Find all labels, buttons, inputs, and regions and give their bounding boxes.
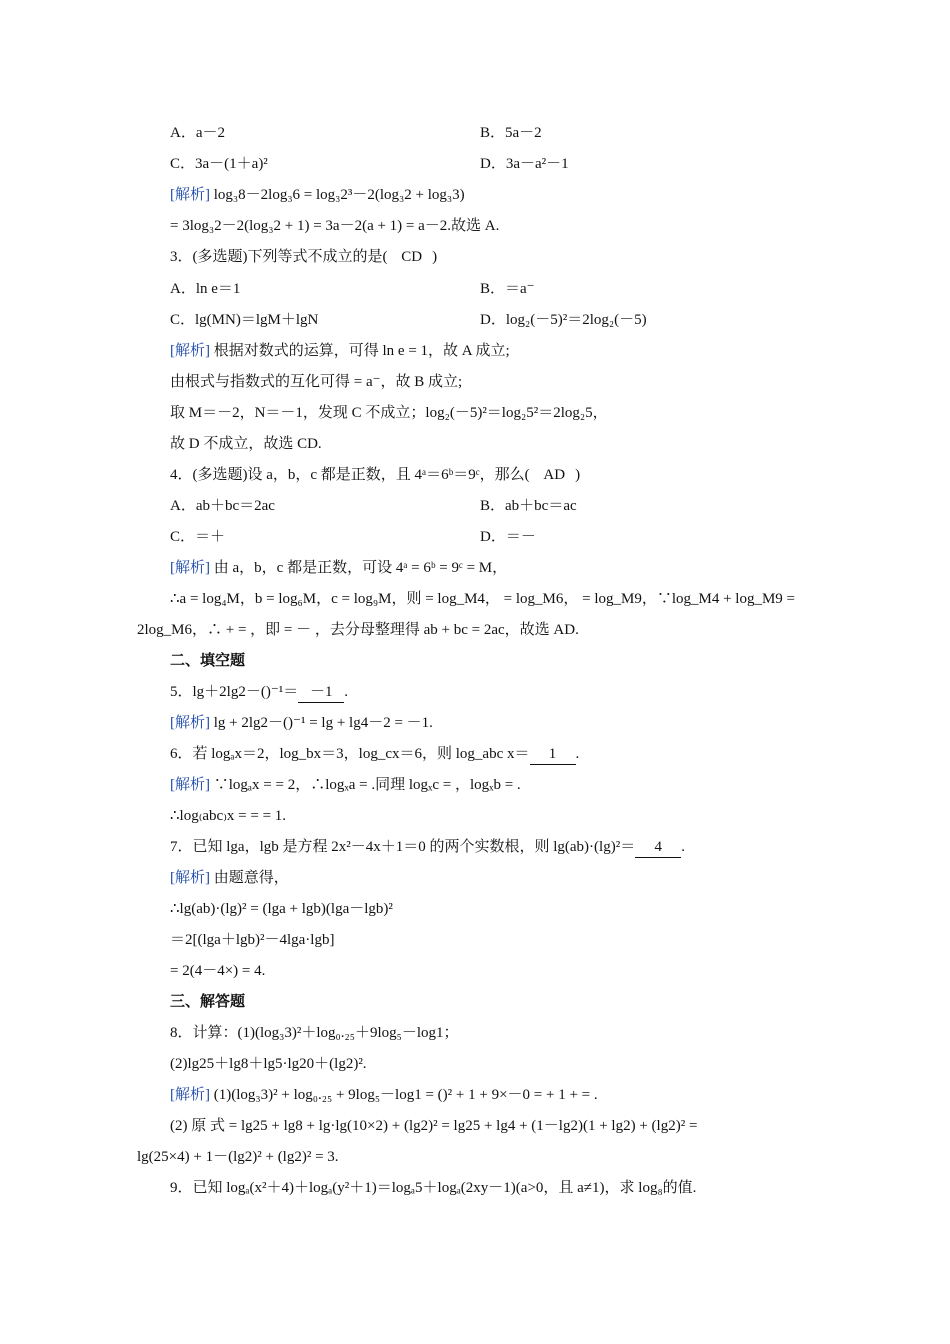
text-line: = 2(4－4×) = 4.: [170, 963, 266, 979]
analysis-text: 由 a，b，c 都是正数，可设 4ᵃ = 6ᵇ = 9ᶜ = M，: [210, 560, 508, 576]
option-b: B．ab＋bc＝ac: [480, 498, 577, 514]
question-4: [170, 465, 580, 485]
text-line: = 3log₃2－2(log₃2 + 1) = 3a－2(a + 1) = a－2.故选 A.: [170, 218, 500, 234]
option-a: A．ab＋bc＝2ac: [170, 498, 275, 514]
option-b: B．5a－2: [480, 125, 542, 141]
option-d: D．＝－: [480, 529, 536, 545]
text-line: (2) 原 式 = lg25 + lg8 + lg·lg(10×2) + (lg2)² = lg25 + lg4 + (1－lg2)(1 + lg2) + (lg2)² =: [170, 1118, 698, 1134]
answer-blank: －1: [298, 682, 344, 703]
answer: CD: [401, 249, 423, 265]
option-a: A．ln e＝1: [170, 281, 241, 297]
analysis-line: [170, 558, 507, 578]
text-line: 故 D 不成立，故选 CD.: [170, 436, 322, 452]
analysis-text: 由题意得，: [210, 870, 289, 886]
option-b: B．＝a⁻: [480, 281, 535, 297]
analysis-text: (1)(log₃3)² + log₀.₂₅ + 9log₅－log1 = ()² + 1 + 9×－0 = + 1 + = .: [210, 1087, 598, 1103]
text-line: lg(25×4) + 1－(lg2)² + (lg2)² = 3.: [137, 1149, 339, 1165]
question-3: [170, 247, 437, 267]
question-8: 8．计算：(1)(log₃3)²＋log₀.₂₅＋9log₅－log1；: [170, 1025, 459, 1041]
option-c: C．3a－(1＋a)²: [170, 156, 268, 172]
question-6: [170, 744, 579, 765]
question-end: ): [432, 249, 438, 265]
question-text: 4．(多选题)设 a，b，c 都是正数，且 4ᵃ＝6ᵇ＝9ᶜ，那么(: [170, 467, 530, 483]
analysis-tag: [解析]: [170, 870, 210, 886]
option-a: A．a－2: [170, 125, 225, 141]
analysis-tag: [解析]: [170, 343, 210, 359]
text-line: 取 M＝－2，N＝－1，发现 C 不成立；log₂(－5)²＝log₂5²＝2log₂5，: [170, 405, 608, 421]
analysis-text: log₃8－2log₃6 = log₃2³－2(log₃2 + log₃3): [210, 187, 465, 203]
section-heading-fill-in: 二、填空题: [170, 653, 246, 669]
question-end: ): [575, 467, 581, 483]
text-line: 2log_M6，∴ + = ，即 = － ，去分母整理得 ab + bc = 2ac，故选 AD.: [137, 622, 579, 638]
question-9: 9．已知 logₐ(x²＋4)＋logₐ(y²＋1)＝logₐ5＋logₐ(2xy－1)(a>0，且 a≠1)，求 log₈的值.: [170, 1180, 697, 1196]
analysis-text: lg + 2lg2－()⁻¹ = lg + lg4－2 = －1.: [210, 715, 433, 731]
analysis-line: [170, 775, 521, 795]
question-text: 6．若 logₐx＝2，log_bx＝3，log_cx＝6，则 log_abc x＝: [170, 746, 530, 762]
analysis-line: [170, 713, 433, 733]
option-c: C．lg(MN)＝lgM＋lgN: [170, 312, 319, 328]
text-line: ∴lg(ab)·(lg)² = (lga + lgb)(lga－lgb)²: [170, 901, 393, 917]
analysis-tag: [解析]: [170, 560, 210, 576]
answer-blank: 1: [530, 744, 576, 765]
section-heading-solve: 三、解答题: [170, 994, 246, 1010]
analysis-tag: [解析]: [170, 715, 210, 731]
answer: AD: [543, 467, 566, 483]
option-c: C．＝＋: [170, 529, 226, 545]
question-text: 3．(多选题)下列等式不成立的是(: [170, 249, 388, 265]
option-d: D．log₂(－5)²＝2log₂(－5): [480, 312, 647, 328]
answer-blank: 4: [635, 837, 681, 858]
text-line: ∴a = log₄M，b = log₆M，c = log₉M，则 = log_M4， = log_M6， = log_M9，∵log_M4 + log_M9 =: [170, 591, 796, 607]
option-d: D．3a－a²－1: [480, 156, 569, 172]
text-line: ∴log₍abc₎x = = = 1.: [170, 808, 287, 824]
question-text: 5．lg＋2lg2－()⁻¹＝: [170, 684, 299, 700]
analysis-tag: [解析]: [170, 187, 210, 203]
analysis-line: [170, 341, 510, 361]
analysis-tag: [解析]: [170, 777, 210, 793]
analysis-text: ∵logₐx = = 2，∴logₓa = .同理 logₓc = ，logₓb = .: [210, 777, 521, 793]
question-text: 7．已知 lga，lgb 是方程 2x²－4x＋1＝0 的两个实数根，则 lg(ab)·(lg)²＝: [170, 839, 636, 855]
question-end: .: [681, 839, 685, 855]
analysis-line: [170, 1085, 598, 1105]
analysis-text: 根据对数式的运算，可得 ln e = 1，故 A 成立;: [210, 343, 510, 359]
question-5: [170, 682, 348, 703]
analysis-line: [170, 868, 289, 888]
analysis-line: [170, 185, 465, 205]
text-line: ＝2[(lga＋lgb)²－4lga·lgb]: [170, 932, 335, 948]
text-line: 由根式与指数式的互化可得 = a⁻，故 B 成立;: [170, 374, 463, 390]
question-end: .: [575, 746, 580, 762]
question-end: .: [344, 684, 348, 700]
question-7: [170, 837, 685, 858]
analysis-tag: [解析]: [170, 1087, 210, 1103]
text-line: (2)lg25＋lg8＋lg5·lg20＋(lg2)².: [170, 1056, 367, 1072]
